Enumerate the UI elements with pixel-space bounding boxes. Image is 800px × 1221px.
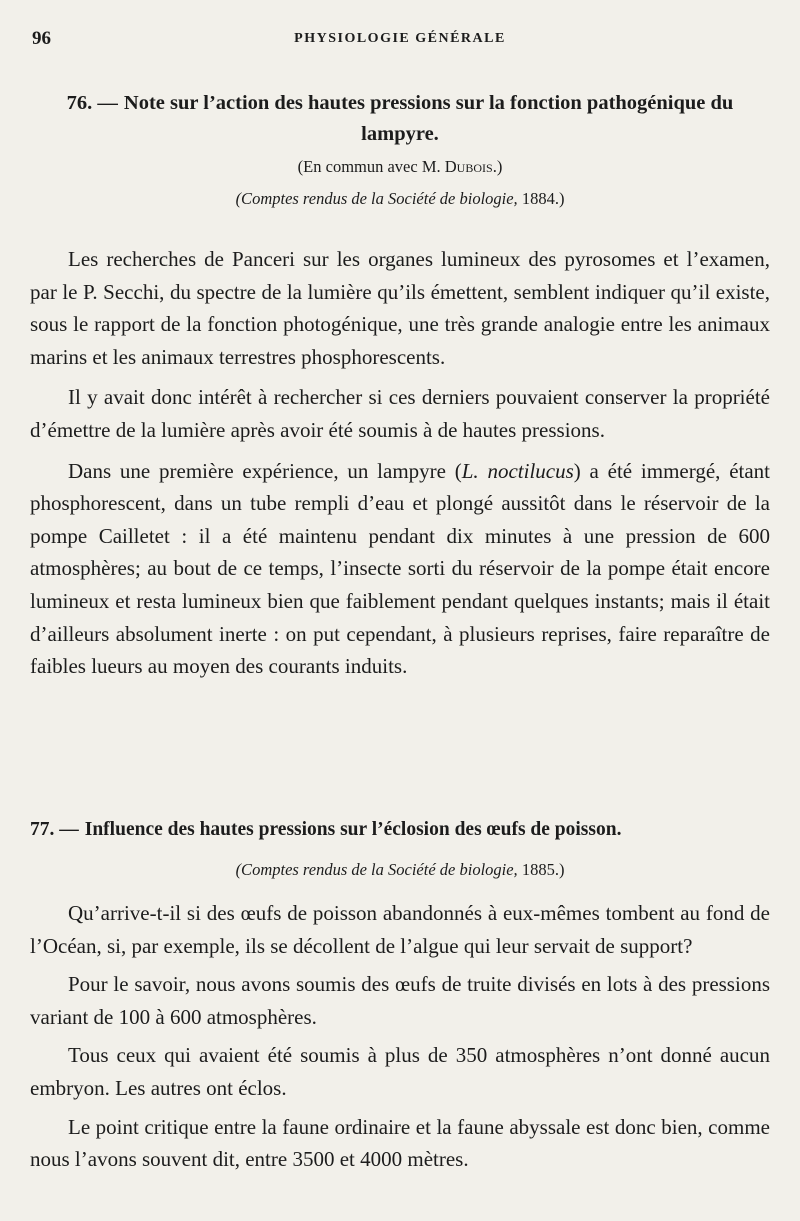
paragraph: Les recherches de Panceri sur les organes lumineux des pyrosomes et l’examen, par le P. Secchi, du spectre de la lumière qu’ils émettent, semblent indiquer qu’il existe, sous le rapport de la fonction photogénique, une très grande analogie entre les animaux marins et les animaux terrestres phosphorescents. (30, 247, 770, 369)
paragraph: Pour le savoir, nous avons soumis des œufs de truite divisés en lots à des pressions variant de 100 à 600 atmosphères. (30, 972, 770, 1029)
running-head: PHYSIOLOGIE GÉNÉRALE (294, 31, 506, 46)
section-77-source (30, 859, 770, 881)
source-year: 1885.) (521, 860, 565, 879)
collab-suffix: .) (492, 157, 503, 176)
source-text: (Comptes rendus de la Société de biologie, (235, 860, 522, 879)
paragraph: Il y avait donc intérêt à rechercher si ces derniers pouvaient conserver la propriété d’émettre de la lumière après avoir été soumis à de hautes pressions. (30, 385, 770, 442)
section-76-title (30, 88, 770, 150)
section-77-number: 77. — (30, 819, 79, 840)
paragraph: Le point critique entre la faune ordinaire et la faune abyssale est donc bien, comme nous l’avons souvent dit, entre 3500 et 4000 mètres. (30, 1114, 770, 1172)
species-name: L. noctilucus (461, 458, 574, 483)
source-text: (Comptes rendus de la Société de biologie, (235, 189, 522, 208)
section-77-title-text: Influence des hautes pressions sur l’éclosion des œufs de poisson. (84, 819, 622, 840)
section-77 (30, 814, 770, 1176)
section-77-title (30, 814, 770, 845)
collab-prefix: (En commun avec M. (297, 157, 445, 176)
paragraph (30, 455, 770, 683)
section-77-body (30, 897, 770, 1176)
paragraph: Tous ceux qui avaient été soumis à plus de 350 atmosphères n’ont donné aucun embryon. Les autres ont éclos. (30, 1043, 770, 1100)
page-number: 96 (32, 28, 51, 49)
source-year: 1884.) (521, 189, 565, 208)
section-76 (30, 88, 770, 683)
section-76-body (30, 243, 770, 683)
paragraph-text: Dans une première expérience, un lampyre ( (68, 458, 462, 483)
section-76-collaboration (30, 156, 770, 178)
paragraph: Qu’arrive-t-il si des œufs de poisson abandonnés à eux-mêmes tombent au fond de l’Océan, si, par exemple, ils se décollent de l’algue qui leur servait de support? (30, 901, 770, 958)
collab-name: Dubois (444, 157, 493, 176)
section-76-source (30, 188, 770, 210)
paragraph-text: ) a été immergé, étant phosphorescent, dans un tube rempli d’eau et plongé aussitôt dans le réservoir de la pompe Cailletet : il a été maintenu pendant dix minutes à une pression de 600 atmosphères; au bout de ce temps, l’insecte sorti du réservoir de la pompe était encore lumineux et resta lumineux bien que faiblement pendant quelques instants; mais il était d’ailleurs absolument inerte : on put cependant, à plusieurs reprises, faire reparaître de faibles lueurs au moyen des courants induits. (30, 458, 771, 679)
page-header (30, 28, 770, 52)
section-76-title-text: Note sur l’action des hautes pressions sur la fonction pathogénique du lampyre. (123, 92, 734, 145)
section-76-number: 76. — (66, 92, 118, 114)
